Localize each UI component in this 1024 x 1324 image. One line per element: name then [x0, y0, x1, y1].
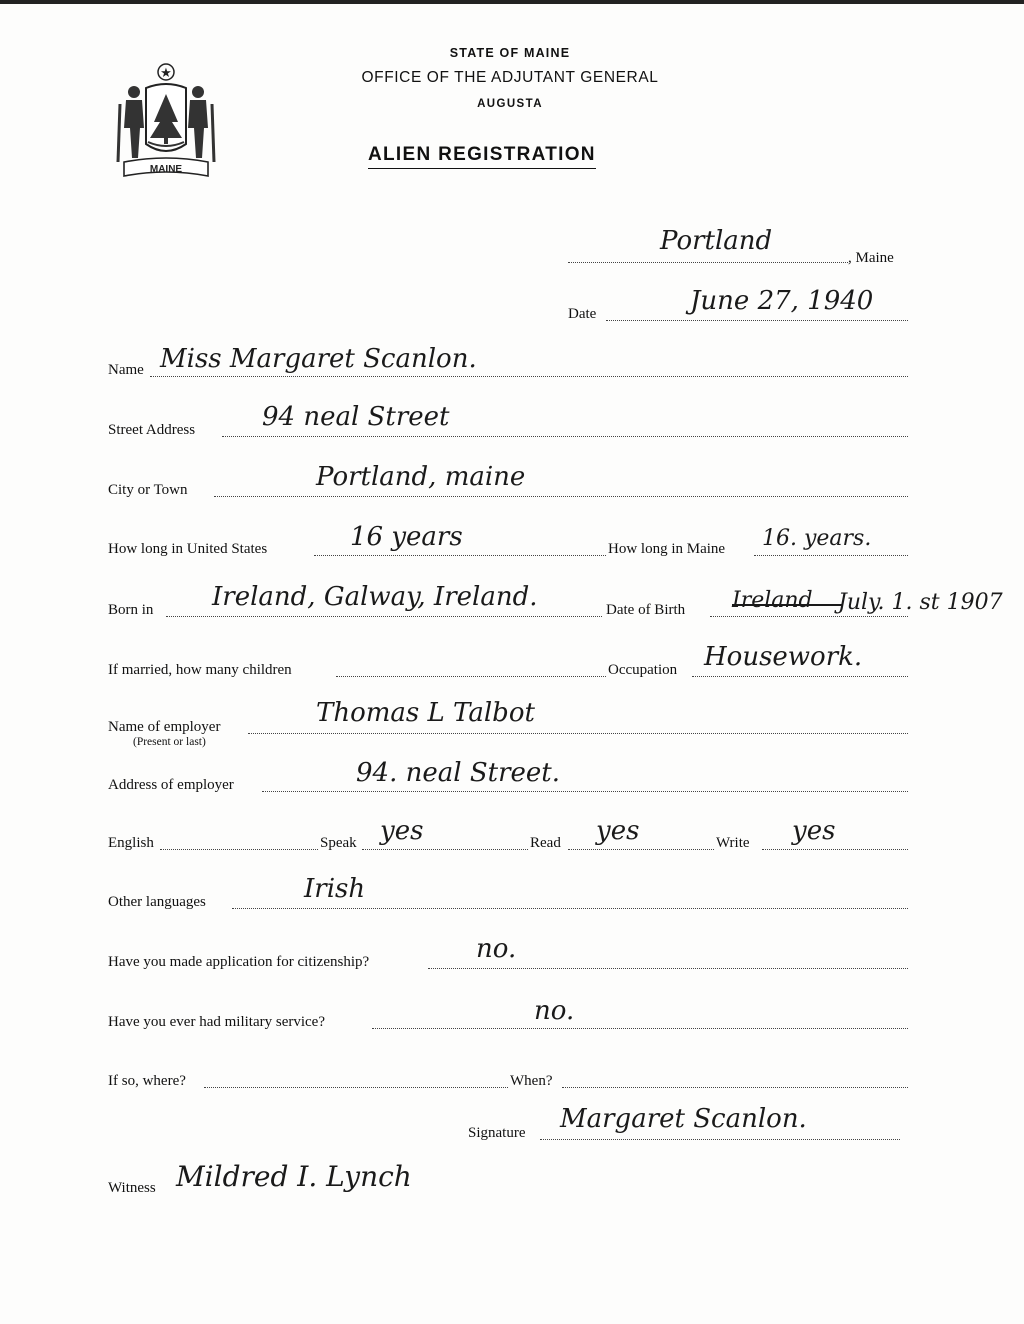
- employer-address-line: [262, 791, 908, 792]
- employer-address-label: Address of employer: [108, 777, 234, 793]
- employer-sublabel: (Present or last): [133, 736, 206, 748]
- scan-edge: [0, 0, 1024, 4]
- military-label: Have you ever had military service?: [108, 1014, 325, 1030]
- name-line: [150, 376, 908, 377]
- city-or-town-line: [214, 496, 908, 497]
- write-line: [762, 849, 908, 850]
- other-languages-value: Irish: [304, 874, 366, 904]
- office-heading: OFFICE OF THE ADJUTANT GENERAL: [361, 69, 659, 86]
- seal-banner-text: MAINE: [149, 164, 183, 175]
- how-long-maine-line: [754, 555, 908, 556]
- employer-name-value: Thomas L Talbot: [316, 698, 535, 728]
- military-value: no.: [534, 996, 575, 1026]
- employer-name-label: Name of employer: [108, 719, 221, 735]
- citizenship-label: Have you made application for citizenship?: [108, 954, 370, 970]
- name-label: Name: [108, 362, 144, 378]
- how-long-us-value: 16 years: [350, 522, 463, 552]
- signature-line: [540, 1139, 900, 1140]
- born-in-label: Born in: [108, 602, 154, 618]
- how-long-maine-label: How long in Maine: [608, 541, 726, 557]
- speak-label: Speak: [320, 835, 357, 851]
- write-value: yes: [792, 816, 836, 846]
- street-address-line: [222, 436, 908, 437]
- read-label: Read: [530, 835, 561, 851]
- date-of-birth-line: [710, 616, 908, 617]
- english-line: [160, 849, 318, 850]
- signature-label: Signature: [468, 1125, 526, 1141]
- english-label: English: [108, 835, 154, 851]
- maine-state-seal: [110, 58, 222, 190]
- date-value: June 27, 1940: [690, 286, 874, 316]
- street-address-label: Street Address: [108, 422, 196, 438]
- if-so-where-label: If so, where?: [108, 1073, 186, 1089]
- seal-star-icon: ★: [160, 65, 172, 80]
- if-so-where-line: [204, 1087, 508, 1088]
- city-heading: AUGUSTA: [477, 98, 543, 110]
- strikethrough-line: [732, 604, 842, 606]
- military-line: [372, 1028, 908, 1029]
- speak-value: yes: [380, 816, 424, 846]
- occupation-value: Housework.: [704, 642, 863, 672]
- date-of-birth-struck-value: Ireland: [732, 588, 813, 613]
- date-line: [606, 320, 908, 321]
- street-address-value: 94 neal Street: [262, 402, 450, 432]
- how-long-us-label: How long in United States: [108, 541, 268, 557]
- children-line: [336, 676, 606, 677]
- date-label: Date: [568, 306, 597, 322]
- signature-value: Margaret Scanlon.: [560, 1104, 807, 1134]
- employer-address-value: 94. neal Street.: [356, 758, 561, 788]
- state-heading: STATE OF MAINE: [449, 46, 571, 60]
- maine-label: , Maine: [848, 250, 894, 266]
- witness-label: Witness: [108, 1180, 156, 1196]
- town-line: [568, 262, 848, 263]
- how-long-us-line: [314, 555, 606, 556]
- born-in-value: Ireland, Galway, Ireland.: [212, 582, 538, 612]
- date-of-birth-label: Date of Birth: [606, 602, 686, 618]
- children-label: If married, how many children: [108, 662, 292, 678]
- other-languages-line: [232, 908, 908, 909]
- city-or-town-value: Portland, maine: [316, 462, 526, 492]
- born-in-line: [166, 616, 602, 617]
- read-value: yes: [596, 816, 640, 846]
- employer-name-line: [248, 733, 908, 734]
- read-line: [568, 849, 714, 850]
- town-value: Portland: [660, 226, 773, 256]
- name-value: Miss Margaret Scanlon.: [160, 344, 477, 374]
- write-label: Write: [716, 835, 750, 851]
- form-title: ALIEN REGISTRATION: [368, 144, 596, 169]
- when-label: When?: [510, 1073, 553, 1089]
- witness-value: Mildred I. Lynch: [176, 1160, 412, 1193]
- occupation-line: [692, 676, 908, 677]
- when-line: [562, 1087, 908, 1088]
- other-languages-label: Other languages: [108, 894, 206, 910]
- city-or-town-label: City or Town: [108, 482, 188, 498]
- occupation-label: Occupation: [608, 662, 678, 678]
- citizenship-line: [428, 968, 908, 969]
- citizenship-value: no.: [476, 934, 517, 964]
- how-long-maine-value: 16. years.: [762, 526, 872, 551]
- date-of-birth-value: July. 1. st 1907: [838, 590, 1003, 615]
- speak-line: [362, 849, 528, 850]
